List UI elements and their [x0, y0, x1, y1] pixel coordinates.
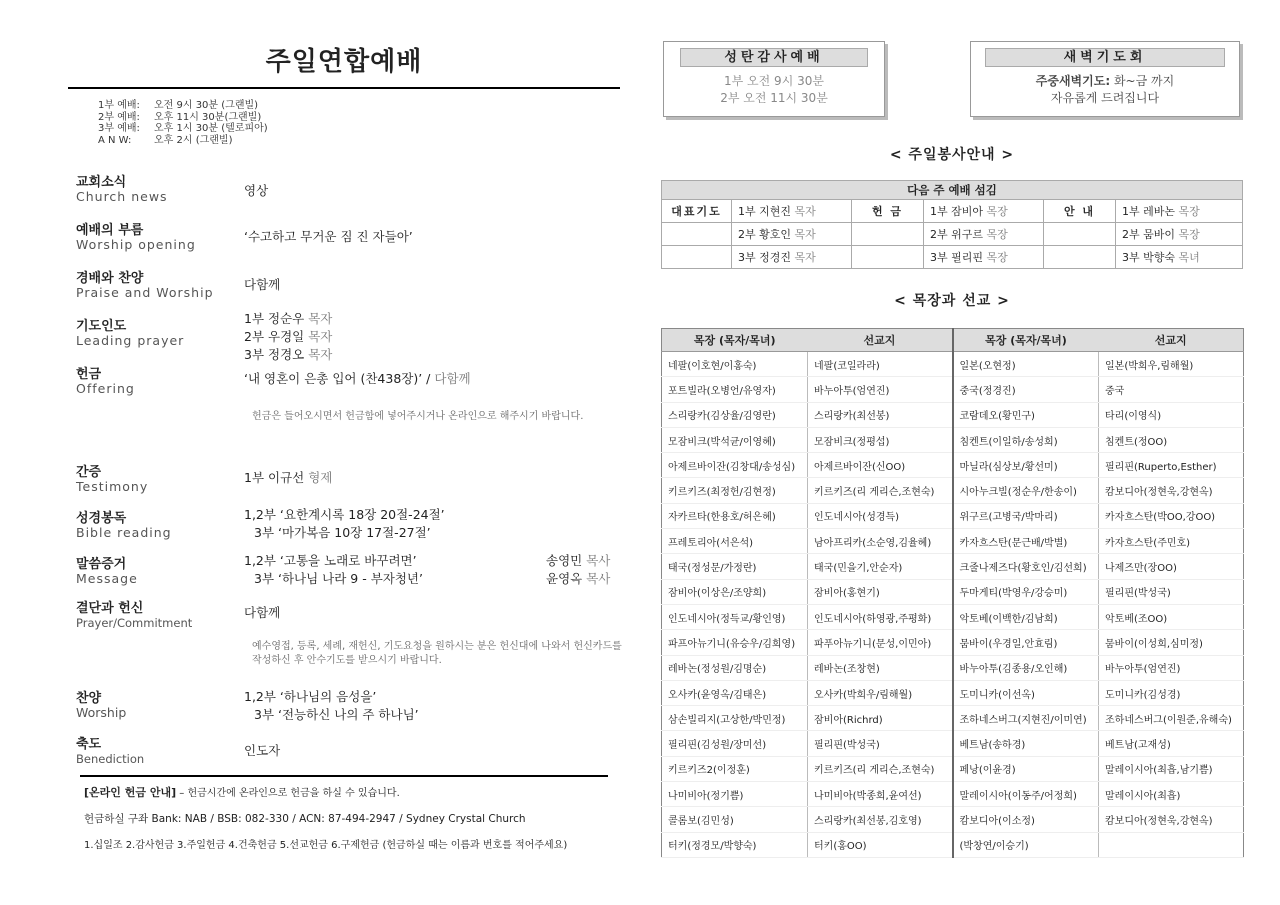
bank-account: 헌금하실 구좌 Bank: NAB / BSB: 082-330 / ACN: 87-494-2947 / Sydney Crystal Church: [84, 813, 526, 825]
cell-group-leader: 나미비아(정기쁨): [662, 782, 808, 807]
cell-group-leader: 크줄나제즈다(황호인/김선희): [953, 554, 1099, 579]
service-times: [98, 100, 268, 146]
mission-row: [662, 554, 1244, 579]
cell-mission-field: 침켄트(정OO): [1099, 427, 1244, 452]
cell-mission-field: 네팔(코일라라): [808, 352, 953, 377]
cell-group-leader: 마닐라(심상보/황선미): [953, 453, 1099, 478]
cell-group-leader: 네팔(이호현/이홍숙): [662, 352, 808, 377]
cell-mission-field: 아제르바이잔(신OO): [808, 453, 953, 478]
cell-group-leader: 바누아투(김종용/오인해): [953, 655, 1099, 680]
cell-group-leader: 악토베(이백한/김남희): [953, 604, 1099, 629]
service-time-row: 1부 예배: 오전 9시 30분 (그랜빌): [98, 100, 259, 111]
service-section-title: < 주일봉사안내 >: [889, 147, 1015, 163]
cell-group-leader: 태국(정성문/가정란): [662, 554, 808, 579]
cell-group-leader: 포트빌라(오병언/유영자): [662, 377, 808, 402]
mission-row: [662, 478, 1244, 503]
cell-mission-field: 조하네스버그(이원준,유해숙): [1099, 706, 1244, 731]
service-time-row: A N W: 오후 2시 (그랜빌): [98, 134, 233, 146]
cell-mission-field: 필리핀(박성국): [808, 731, 953, 756]
mission-row: [662, 579, 1244, 604]
cell-mission-field: 인도네시아(성경득): [808, 503, 953, 528]
cell-mission-field: 스리랑카(최선봉): [808, 402, 953, 427]
mission-col-header: 목장 (목자/목녀): [953, 329, 1099, 352]
order-of-service-page: [68, 40, 622, 851]
mission-row: [662, 529, 1244, 554]
cell-group-leader: 터키(정경모/박향숙): [662, 832, 808, 857]
cell-mission-field: 잠비아(홍현기): [808, 579, 953, 604]
service-table: [661, 180, 1243, 269]
cell-group-leader: (박창연/이승기): [953, 832, 1099, 857]
service-table-header: 다음 주 예배 섬김: [662, 181, 1243, 200]
christmas-service-box: 성탄감사예배 1부 오전 9시 30분 2부 오전 11시 30분: [663, 41, 885, 117]
offering-note: 헌금은 들어오시면서 헌금함에 넣어주시거나 온라인으로 해주시기 바랍니다.: [252, 411, 584, 422]
cell-mission-field: 터키(홍OO): [808, 832, 953, 857]
mission-row: [662, 427, 1244, 452]
mission-row: [662, 503, 1244, 528]
mission-row: [662, 832, 1244, 857]
cell-mission-field: 스리랑카(최선봉,김호영): [808, 807, 953, 832]
cell-mission-field: 악토베(조OO): [1099, 604, 1244, 629]
cell-group-leader: 위구르(고병국/박마리): [953, 503, 1099, 528]
mission-row: [662, 377, 1244, 402]
cell-group-leader: 침켄트(이일하/송성희): [953, 427, 1099, 452]
order-testimony: 간증 Testimony 1부 이규선 형제: [76, 465, 333, 494]
cell-mission-field: 레바논(조창현): [808, 655, 953, 680]
cell-group-leader: 도미니카(이선옥): [953, 680, 1099, 705]
cell-group-leader: 뭄바이(우경일,안효림): [953, 630, 1099, 655]
mission-row: [662, 352, 1244, 377]
service-time-row: 2부 예배: 오후 11시 30분(그랜빌): [98, 111, 262, 123]
order-benediction: 축도 Benediction 인도자: [76, 737, 281, 766]
order-offering: 헌금 Offering ‘내 영혼이 은총 입어 (찬438장)’ / 다함께 헌금은 들어오시면서 헌금함에 넣어주시거나 온라인으로 해주시기 바랍니다.: [76, 368, 616, 396]
online-divider: [80, 775, 608, 777]
preacher-names: 송영민 목사 윤영옥 목사: [546, 553, 611, 586]
cell-group-leader: 스리랑카(김상율/김영란): [662, 402, 808, 427]
cell-group-leader: 코람데오(황민구): [953, 402, 1099, 427]
cell-group-leader: 페낭(이윤경): [953, 756, 1099, 781]
cell-group-leader: 조하네스버그(지현진/이미연): [953, 706, 1099, 731]
cell-mission-field: [1099, 832, 1244, 857]
mission-row: [662, 402, 1244, 427]
cell-mission-field: 타리(이영식): [1099, 402, 1244, 427]
mission-row: [662, 453, 1244, 478]
cell-mission-field: 파푸아뉴기니(문성,이민아): [808, 630, 953, 655]
cell-group-leader: 아제르바이잔(김창대/송성심): [662, 453, 808, 478]
mission-row: [662, 756, 1244, 781]
cell-mission-field: 캄보디아(정현욱,강현옥): [1099, 807, 1244, 832]
order-worship-opening: 예배의 부름 Worship opening ‘수고하고 무거운 짐 진 자들아’: [76, 223, 413, 252]
cell-mission-field: 바누아투(엄연진): [808, 377, 953, 402]
cell-group-leader: 키르키즈(최정헌/김현정): [662, 478, 808, 503]
cell-mission-field: 카자흐스탄(박OO,강OO): [1099, 503, 1244, 528]
order-church-news: 교회소식 Church news 영상: [76, 175, 269, 204]
cell-group-leader: 오사카(윤영옥/김태은): [662, 680, 808, 705]
cell-group-leader: 필리핀(김성원/장미선): [662, 731, 808, 756]
cell-group-leader: 잠비아(이상은/조양희): [662, 579, 808, 604]
mission-row: [662, 604, 1244, 629]
cell-mission-field: 오사카(박희우/림해월): [808, 680, 953, 705]
mission-section-title: < 목장과 선교 >: [894, 293, 1010, 309]
cell-mission-field: 잠비아(Richrd): [808, 706, 953, 731]
cell-mission-field: 중국: [1099, 377, 1244, 402]
cell-group-leader: 캄보디아(이소정): [953, 807, 1099, 832]
offering-kinds: 1.십일조 2.감사헌금 3.주일헌금 4.건축헌금 5.선교헌금 6.구제헌금 (헌금하실 때는 이름과 번호를 적어주세요): [84, 840, 568, 851]
cell-mission-field: 뭄바이(이성희,심미정): [1099, 630, 1244, 655]
cell-mission-field: 키르키즈(리 게리슨,조현숙): [808, 478, 953, 503]
cell-mission-field: 말레이시아(최흡): [1099, 782, 1244, 807]
mission-row: [662, 630, 1244, 655]
mission-col-header: 선교지: [808, 329, 953, 352]
cell-group-leader: 베트남(송하경): [953, 731, 1099, 756]
cell-mission-field: 베트남(고재성): [1099, 731, 1244, 756]
cell-group-leader: 시아누크빌(정순우/한송이): [953, 478, 1099, 503]
mission-col-header: 선교지: [1099, 329, 1244, 352]
mission-row: [662, 807, 1244, 832]
cell-mission-field: 인도네시아(하영광,주평화): [808, 604, 953, 629]
page-title: 주일연합예배: [265, 47, 423, 77]
cell-mission-field: 필리핀(박성국): [1099, 579, 1244, 604]
mission-table: [661, 328, 1244, 858]
commitment-note: 예수영접, 등록, 세례, 재헌신, 기도요청을 원하시는 분은 헌신대에 나와서 헌신카드를 작성하신 후 안수기도를 받으시기 바랍니다.: [252, 641, 622, 666]
cell-group-leader: 콜롬보(김민성): [662, 807, 808, 832]
cell-group-leader: 자카르타(한용호/허은혜): [662, 503, 808, 528]
cell-mission-field: 바누아투(엄연진): [1099, 655, 1244, 680]
service-row: 2부 황호인 목자 2부 위구르 목장 2부 뭄바이 목장: [662, 223, 1243, 246]
mission-row: [662, 782, 1244, 807]
mission-row: [662, 731, 1244, 756]
cell-group-leader: 말레이시아(이동주/어정희): [953, 782, 1099, 807]
order-leading-prayer: 기도인도 Leading prayer 1부 정순우 목자 2부 우경일 목자 3부 정경오 목자: [76, 311, 333, 362]
prayer-leaders: 1부 정순우 목자 2부 우경일 목자 3부 정경오 목자: [244, 311, 333, 362]
cell-group-leader: 프레토리아(서은석): [662, 529, 808, 554]
cell-mission-field: 나제즈만(장OO): [1099, 554, 1244, 579]
cell-mission-field: 카자흐스탄(주민호): [1099, 529, 1244, 554]
cell-mission-field: 일본(박희우,림해월): [1099, 352, 1244, 377]
cell-mission-field: 캄보디아(정현욱,강현옥): [1099, 478, 1244, 503]
cell-group-leader: 중국(정경진): [953, 377, 1099, 402]
cell-group-leader: 키르키즈2(이정훈): [662, 756, 808, 781]
online-offering-heading: [온라인 헌금 안내] – 헌금시간에 온라인으로 헌금을 하실 수 있습니다.: [84, 786, 400, 799]
order-worship-song: 찬양 Worship 1,2부 ‘하나님의 음성을’ 3부 ‘전능하신 나의 주 하나님’: [76, 689, 419, 722]
order-message: 말씀증거 Message 1,2부 ‘고통을 노래로 바꾸려면’ 3부 ‘하나님 나라 9 - 부자청년’ 송영민 목사 윤영옥 목사: [76, 553, 611, 586]
cell-mission-field: 말레이시아(최흡,남기쁨): [1099, 756, 1244, 781]
cell-group-leader: 삼손빌리지(고상한/박민정): [662, 706, 808, 731]
service-time-row: 3부 예배: 오후 1시 30분 (텔로피아): [98, 123, 268, 134]
service-row: 대표기도 1부 지현진 목자 헌 금 1부 잠비아 목장 안 내 1부 레바논 목장: [662, 200, 1243, 223]
cell-mission-field: 태국(민을기,안순자): [808, 554, 953, 579]
cell-group-leader: 레바논(정성원/김명순): [662, 655, 808, 680]
order-bible-reading: 성경봉독 Bible reading 1,2부 ‘요한계시록 18장 20절-24절’ 3부 ‘마가복음 10장 17절-27절’: [76, 507, 445, 540]
mission-row: [662, 706, 1244, 731]
mission-col-header: 목장 (목자/목녀): [662, 329, 808, 352]
order-praise-worship: 경배와 찬양 Praise and Worship 다함께: [76, 271, 281, 300]
cell-mission-field: 모잠비크(정평섭): [808, 427, 953, 452]
cell-group-leader: 일본(오현정): [953, 352, 1099, 377]
cell-mission-field: 키르키즈(리 게리슨,조현숙): [808, 756, 953, 781]
dawn-prayer-box: 새벽기도회 주중새벽기도: 화~금 까지 자유롭게 드려집니다: [970, 41, 1240, 117]
mission-row: [662, 655, 1244, 680]
cell-group-leader: 파프아뉴기니(유승우/김희영): [662, 630, 808, 655]
cell-mission-field: 나미비아(박종희,윤여선): [808, 782, 953, 807]
title-divider: [68, 87, 620, 89]
cell-mission-field: 남아프리카(소순영,김율혜): [808, 529, 953, 554]
cell-group-leader: 카자흐스탄(문근배/박별): [953, 529, 1099, 554]
cell-group-leader: 인도네시아(정득교/황인영): [662, 604, 808, 629]
mission-row: [662, 680, 1244, 705]
service-row: 3부 정경진 목자 3부 필리핀 목장 3부 박향숙 목녀: [662, 246, 1243, 269]
cell-mission-field: 필리핀(Ruperto,Esther): [1099, 453, 1244, 478]
cell-group-leader: 모잠비크(박석균/이영혜): [662, 427, 808, 452]
order-commitment: 결단과 헌신 Prayer/Commitment 다함께 예수영접, 등록, 세례, 재헌신, 기도요청을 원하시는 분은 헌신대에 나와서 헌신카드를 작성하신 후 안수기도를 받으시기 바랍니다.: [76, 601, 622, 666]
cell-group-leader: 두마게티(박영우/강승미): [953, 579, 1099, 604]
cell-mission-field: 도미니카(김성경): [1099, 680, 1244, 705]
